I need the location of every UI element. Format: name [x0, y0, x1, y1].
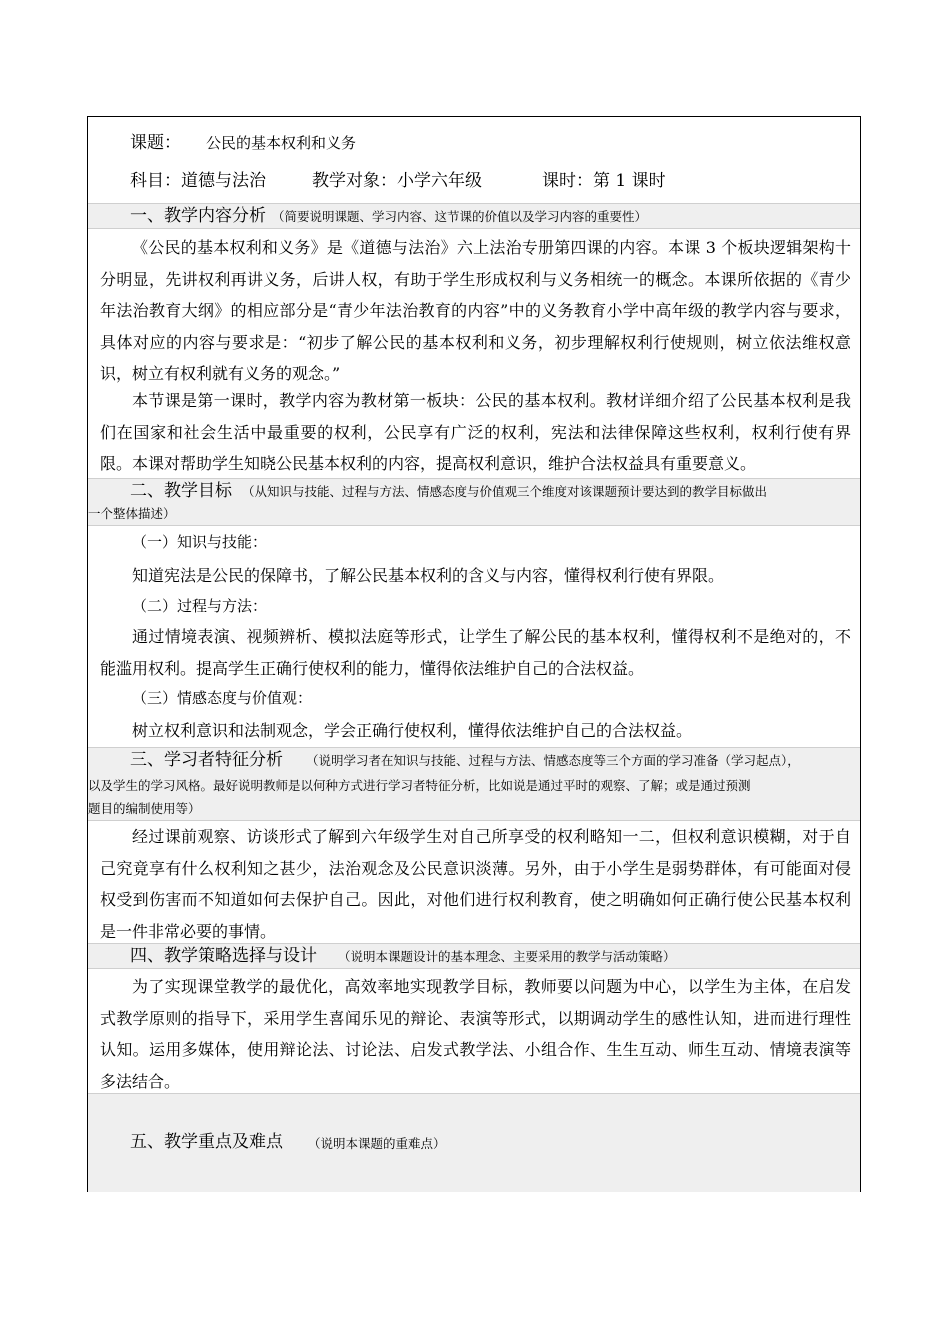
section-2-note-line-1: （从知识与技能、过程与方法、情感态度与价值观三个维度对该课题预计要达到的教学目标做出 — [242, 484, 768, 499]
section-5-block — [88, 1093, 860, 1192]
section-1-paragraph-2: 本节课是第一课时，教学内容为教材第一板块：公民的基本权利。教材详细介绍了公民基本权利是我们在国家和社会生活中最重要的权利，公民享有广泛的权利，宪法和法律保障这些权利，权利行使有界限。本课对帮助学生知晓公民基本权利的内容，提高权利意识，维护合法权益具有重要意义。 — [100, 391, 851, 473]
process-text: 通过情境表演、视频辨析、模拟法庭等形式，让学生了解公民的基本权利，懂得权利不是绝对的，不能滥用权利。提高学生正确行使权利的能力，懂得依法维护自己的合法权益。 — [100, 627, 851, 678]
section-4-heading: 四、教学策略选择与设计 — [130, 946, 317, 966]
audience: 教学对象：小学六年级 — [312, 171, 482, 191]
topic-value: 公民的基本权利和义务 — [206, 134, 357, 152]
knowledge-text: 知道宪法是公民的保障书，了解公民基本权利的含义与内容，懂得权利行使有界限。 — [132, 566, 725, 585]
period: 课时：第 1 课时 — [542, 171, 666, 191]
section-2-note-line-2: 一个整体描述） — [88, 506, 176, 521]
section-3-note-line-1: （说明学习者在知识与技能、过程与方法、情感态度等三个方面的学习准备（学习起点）， — [306, 753, 800, 768]
section-3-note-line-3: 题目的编制使用等） — [88, 801, 201, 816]
subject: 科目：道德与法治 — [130, 171, 266, 191]
section-1-heading: 一、教学内容分析 — [130, 206, 266, 226]
topic-label: 课题： — [130, 133, 181, 153]
section-3-paragraph-1: 经过课前观察、访谈形式了解到六年级学生对自己所享受的权利略知一二，但权利意识模糊，对于自己究竟享有什么权利知之甚少，法治观念及公民意识淡薄。另外，由于小学生是弱势群体，有可能面对侵权受到伤害而不知道如何去保护自己。因此，对他们进行权利教育，使之明确如何正确行使公民基本权利是一件非常必要的事情。 — [100, 827, 851, 941]
attitude-title: （三）情感态度与价值观： — [132, 689, 313, 707]
section-4-note: （说明本课题设计的基本理念、主要采用的教学与活动策略） — [338, 949, 676, 964]
section-4-header — [88, 943, 860, 969]
section-1-paragraph-1: 《公民的基本权利和义务》是《道德与法治》六上法治专册第四课的内容。本课 3 个板块逻辑架构十分明显，先讲权利再讲义务，后讲人权，有助于学生形成权利与义务相统一的概念。本课所依据的《青少年法治教育大纲》的相应部分是“青少年法治教育的内容”中的义务教育小学中高年级的教学内容与要求，具体对应的内容与要求是：“初步了解公民的基本权利和义务，初步理解权利行使规则，树立依法维权意识，树立有权利就有义务的观念。” — [100, 238, 851, 383]
attitude-text: 树立权利意识和法制观念，学会正确行使权利，懂得依法维护自己的合法权益。 — [132, 721, 693, 740]
section-5-note: （说明本课题的重难点） — [308, 1136, 446, 1151]
section-3-header — [88, 747, 860, 821]
knowledge-title: （一）知识与技能： — [132, 533, 268, 551]
section-2-heading: 二、教学目标 — [130, 481, 232, 501]
section-3-note-line-2: 以及学生的学习风格。最好说明教师是以何种方式进行学习者特征分析，比如说是通过平时的观察、了解；或是通过预测 — [88, 778, 751, 793]
section-3-heading: 三、学习者特征分析 — [130, 750, 283, 770]
section-1-note: （简要说明课题、学习内容、这节课的价值以及学习内容的重要性） — [272, 209, 648, 224]
section-2-header — [88, 478, 860, 526]
section-4-paragraph-1: 为了实现课堂教学的最优化，高效率地实现教学目标，教师要以问题为中心，以学生为主体，在启发式教学原则的指导下，采用学生喜闻乐见的辩论、表演等形式，以期调动学生的感性认知，进而进行理性认知。运用多媒体，使用辩论法、讨论法、启发式教学法、小组合作、生生互动、师生互动、情境表演等多法结合。 — [100, 977, 851, 1091]
section-1-header — [88, 203, 860, 229]
section-5-heading: 五、教学重点及难点 — [130, 1132, 283, 1152]
lesson-plan-table — [87, 116, 861, 1192]
process-title: （二）过程与方法： — [132, 597, 268, 615]
